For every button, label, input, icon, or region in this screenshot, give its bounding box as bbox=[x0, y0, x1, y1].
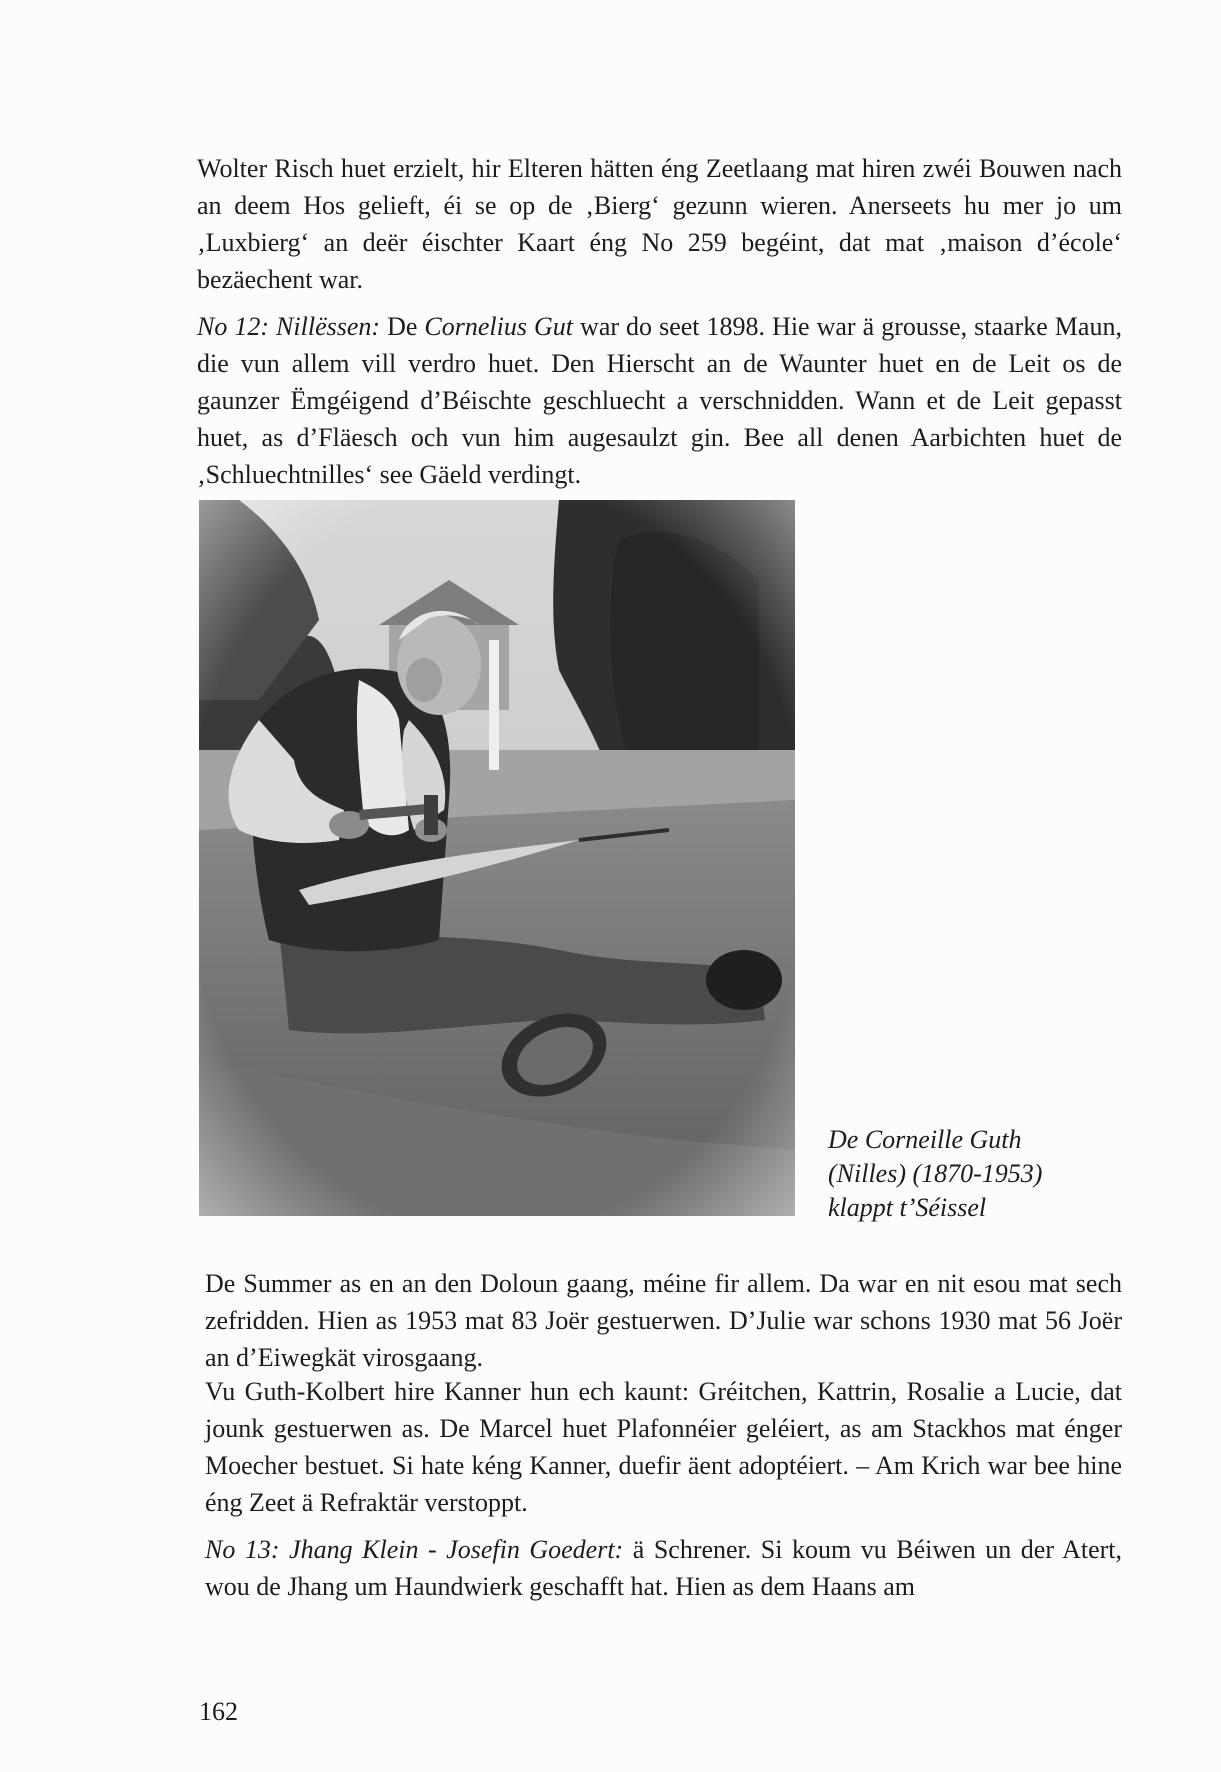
page-number: 162 bbox=[199, 1697, 238, 1726]
paragraph-text: De Summer as en an den Doloun gaang, méine fir allem. Da war en nit esou mat sech zefridden. Hien as 1953 mat 83 Joër gestuerwen. D’Julie war schons 1930 mat 56 Joër an d’Eiwegkät virosgaang. bbox=[205, 1269, 1122, 1372]
paragraph-summer bbox=[205, 1265, 1122, 1376]
paragraph-text: Wolter Risch huet erzielt, hir Elteren hätten éng Zeetlaang mat hiren zwéi Bouwen nach an deem Hos gelieft, éi se op de ‚Bierg‘ gezunn wieren. Anerseets hu mer jo um ‚Luxbierg‘ an deër éischter Kaart éng No 259 begéint, dat mat ‚maison d’école‘ bezäechent war. bbox=[197, 154, 1122, 294]
paragraph-text: De bbox=[380, 312, 425, 341]
caption-line-2: (Nilles) (1870-1953) bbox=[828, 1159, 1043, 1188]
photo-caption bbox=[828, 1123, 1088, 1225]
photo-image bbox=[199, 500, 795, 1216]
paragraph-wolter-risch bbox=[197, 150, 1122, 298]
photograph-corneille-guth bbox=[199, 500, 795, 1216]
caption-line-1: De Corneille Guth bbox=[828, 1125, 1022, 1154]
caption-line-3: klappt t’Séissel bbox=[828, 1193, 987, 1222]
paragraph-text: Vu Guth-Kolbert hire Kanner hun ech kaunt: Gréitchen, Kattrin, Rosalie a Lucie, dat jounk gestuerwen as. De Marcel huet Plafonnéier geléiert, as am Stackhos mat énger Moecher bestuet. Si hate kéng Kanner, duefir äent adoptéiert. – Am Krich war bee hine éng Zeet ä Refraktär verstoppt. bbox=[205, 1377, 1122, 1517]
person-name: Cornelius Gut bbox=[424, 312, 574, 341]
paragraph-no-12 bbox=[197, 308, 1122, 493]
paragraph-no-13 bbox=[205, 1531, 1122, 1605]
paragraph-text: war do seet 1898. Hie war ä grousse, staarke Maun, die vun allem vill verdro huet. Den Hierscht an de Waunter huet en de Leit os de gaunzer Ëmgéigend d’Béischte geschluecht a verschnidden. Wann et de Leit gepasst huet, as d’Fläesch och vun him augesaulzt gin. Bee all denen Aarbichten huet de ‚Schluechtnilles‘ see Gäeld verdingt. bbox=[197, 312, 1122, 489]
paragraph-text: ä Schrener. Si koum vu Béiwen un der Atert, wou de Jhang um Haundwierk geschafft hat. Hien as dem Haans am bbox=[205, 1535, 1122, 1601]
entry-label-no-12: No 12: Nillëssen: bbox=[197, 312, 381, 341]
entry-label-no-13: No 13: Jhang Klein - Josefin Goedert: bbox=[205, 1535, 624, 1564]
paragraph-guth-kolbert-children bbox=[205, 1373, 1122, 1521]
